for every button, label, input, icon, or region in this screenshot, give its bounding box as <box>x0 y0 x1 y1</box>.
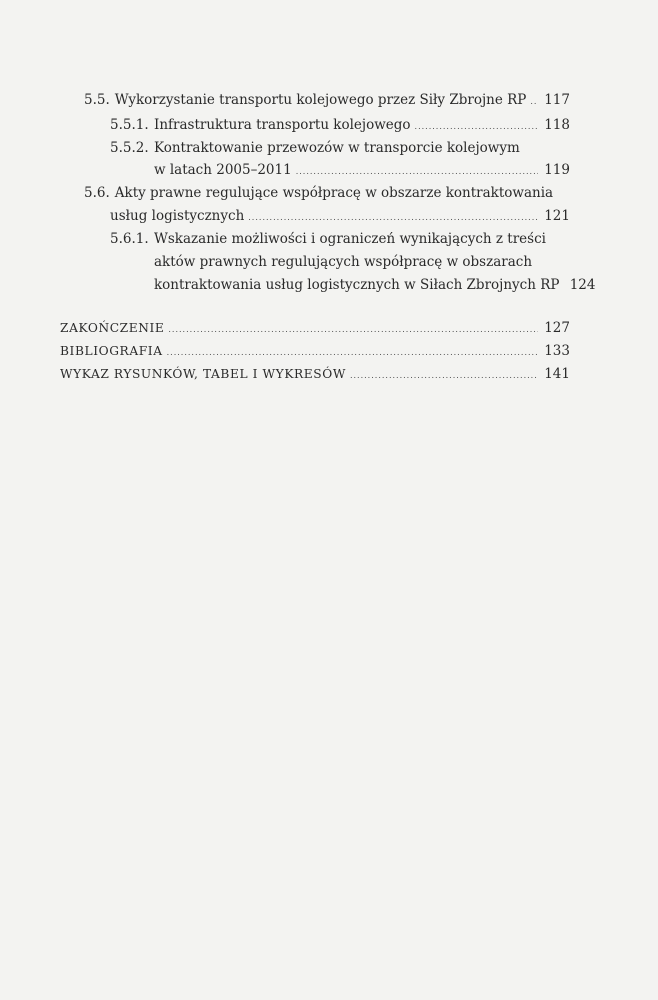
toc-entry-5-5[interactable] <box>84 90 570 112</box>
dot-leader <box>167 343 538 363</box>
section-number: 5.5.1. <box>110 117 149 133</box>
section-title-line-2: aktów prawnych regulujących współpracę w obszarach <box>154 254 533 270</box>
toc-entry-5-6-1[interactable] <box>110 229 570 249</box>
page-number: 121 <box>544 208 570 224</box>
toc-entry-5-6-continued[interactable] <box>110 206 570 228</box>
toc-entry-5-6-1-line-3[interactable] <box>154 275 596 297</box>
dot-leader <box>248 208 538 228</box>
section-title-line-3: kontraktowania usług logistycznych w Siłach Zbrojnych RP <box>154 277 560 293</box>
page-number: 119 <box>544 162 570 178</box>
toc-entry-5-5-2-continued[interactable] <box>154 160 570 182</box>
toc-entry-wykaz[interactable] <box>60 364 570 386</box>
section-title-line-1: Kontraktowanie przewozów w transporcie kolejowym <box>154 140 520 156</box>
toc-entry-bibliografia[interactable] <box>60 341 570 363</box>
dot-leader <box>168 320 538 340</box>
dot-leader <box>530 92 538 112</box>
toc-entry-5-6-1-line-2[interactable] <box>154 252 570 272</box>
section-number: 5.6.1. <box>110 231 149 247</box>
section-title: Infrastruktura transportu kolejowego <box>154 117 411 133</box>
page-number: 127 <box>544 320 570 336</box>
section-number: 5.6. <box>84 185 110 201</box>
section-title-line-2: w latach 2005–2011 <box>154 162 292 178</box>
toc-entry-5-5-2[interactable] <box>110 138 570 158</box>
section-title: ZAKOŃCZENIE <box>60 321 165 335</box>
section-title-line-1: Akty prawne regulujące współpracę w obszarze kontraktowania <box>114 185 554 201</box>
section-title: Wykorzystanie transportu kolejowego przez Siły Zbrojne RP <box>114 92 527 108</box>
section-title: WYKAZ RYSUNKÓW, TABEL I WYKRESÓW <box>60 367 346 381</box>
toc-entry-5-5-1[interactable] <box>110 115 570 137</box>
page-number: 133 <box>544 343 570 359</box>
toc-entry-5-6[interactable] <box>84 183 570 203</box>
page-number: 124 <box>569 277 596 293</box>
section-number: 5.5. <box>84 92 110 108</box>
section-title: BIBLIOGRAFIA <box>60 344 163 358</box>
section-title-line-2: usług logistycznych <box>110 208 245 224</box>
dot-leader <box>415 117 538 137</box>
page-number: 141 <box>544 366 570 382</box>
dot-leader <box>350 366 538 386</box>
section-number: 5.5.2. <box>110 140 149 156</box>
page-number: 118 <box>544 117 570 133</box>
page-number: 117 <box>544 92 570 108</box>
toc-entry-zakonczenie[interactable] <box>60 318 570 340</box>
dot-leader <box>296 162 538 182</box>
section-title-line-1: Wskazanie możliwości i ograniczeń wynikających z treści <box>154 231 546 247</box>
